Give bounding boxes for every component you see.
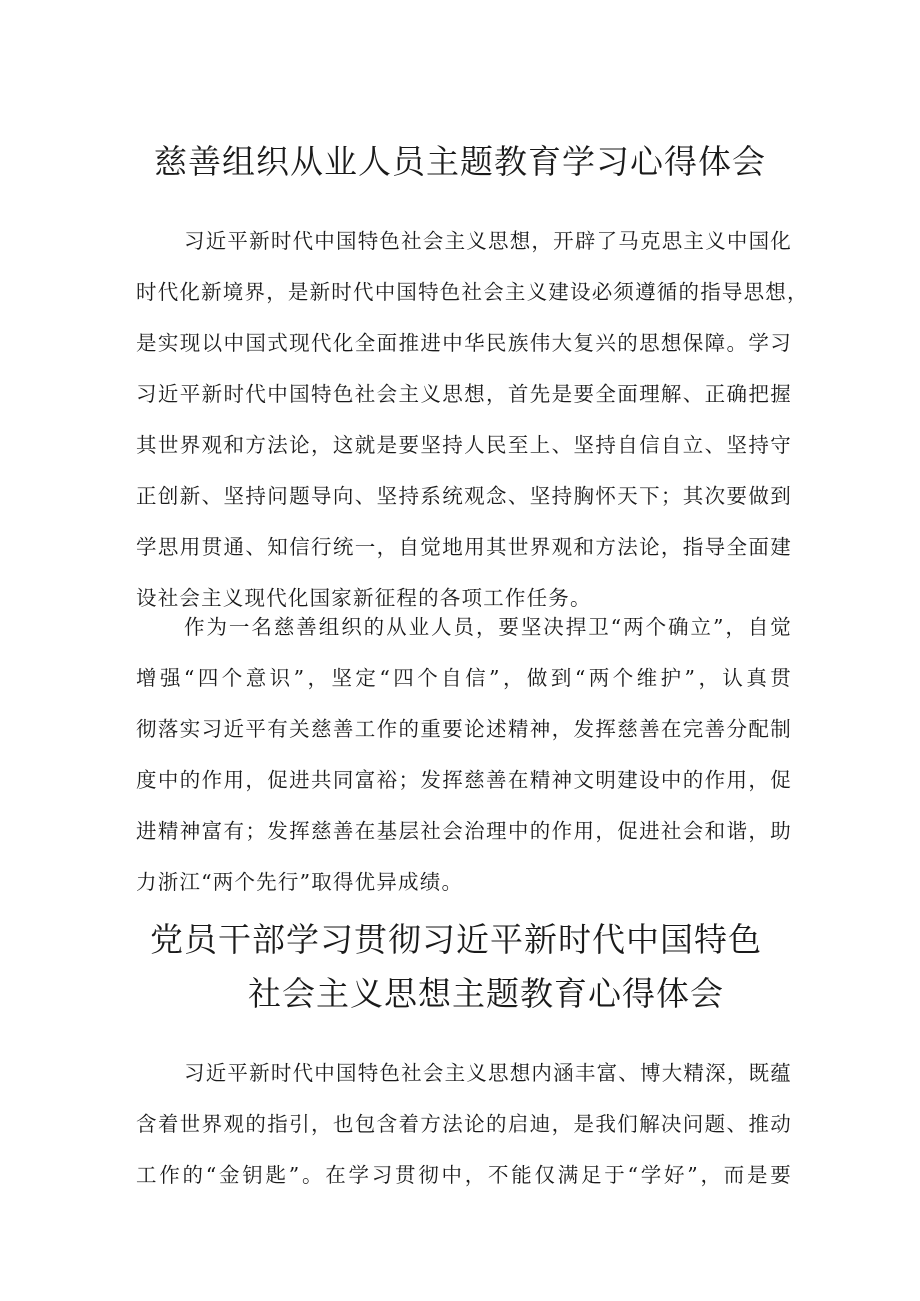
text-line: 力浙江“两个先行”取得优异成绩。 bbox=[136, 870, 464, 894]
text-line: 习近平新时代中国特色社会主义思想内涵丰富、博大精深，既蕴 bbox=[184, 1061, 792, 1085]
text-line: 增强“四个意识”，坚定“四个自信”，做到“两个维护”，认真贯 bbox=[136, 666, 792, 690]
text-line: 时代化新境界，是新时代中国特色社会主义建设必须遵循的指导思想， bbox=[136, 280, 809, 304]
text-line: 学思用贯通、知信行统一，自觉地用其世界观和方法论，指导全面建 bbox=[136, 535, 792, 559]
text-line: 作为一名慈善组织的从业人员，要坚决捍卫“两个确立”，自觉 bbox=[184, 615, 792, 639]
section1-paragraph-2 bbox=[136, 602, 792, 908]
text-line: 度中的作用，促进共同富裕；发挥慈善在精神文明建设中的作用，促 bbox=[136, 768, 792, 792]
text-line: 进精神富有；发挥慈善在基层社会治理中的作用，促进社会和谐，助 bbox=[136, 819, 792, 843]
text-line: 工作的“金钥匙”。在学习贯彻中，不能仅满足于“学好”，而是要 bbox=[136, 1163, 792, 1187]
text-line: 设社会主义现代化国家新征程的各项工作任务。 bbox=[136, 586, 592, 610]
text-line: 含着世界观的指引，也包含着方法论的启迪，是我们解决问题、推动 bbox=[136, 1112, 792, 1136]
text-line: 是实现以中国式现代化全面推进中华民族伟大复兴的思想保障。学习 bbox=[136, 331, 792, 355]
section1-paragraph-1 bbox=[136, 216, 809, 624]
section2-paragraph-1 bbox=[136, 1048, 792, 1201]
section2-title-line-1: 党员干部学习贯彻习近平新时代中国特色 bbox=[150, 920, 762, 959]
section1-title: 慈善组织从业人员主题教育学习心得体会 bbox=[154, 142, 766, 181]
text-line: 其世界观和方法论，这就是要坚持人民至上、坚持自信自立、坚持守 bbox=[136, 433, 792, 457]
text-line: 习近平新时代中国特色社会主义思想，首先是要全面理解、正确把握 bbox=[136, 382, 792, 406]
text-line: 习近平新时代中国特色社会主义思想，开辟了马克思主义中国化 bbox=[184, 229, 792, 253]
text-line: 彻落实习近平有关慈善工作的重要论述精神，发挥慈善在完善分配制 bbox=[136, 717, 792, 741]
text-line: 正创新、坚持问题导向、坚持系统观念、坚持胸怀天下；其次要做到 bbox=[136, 484, 792, 508]
section2-title-line-2: 社会主义思想主题教育心得体会 bbox=[248, 974, 724, 1013]
